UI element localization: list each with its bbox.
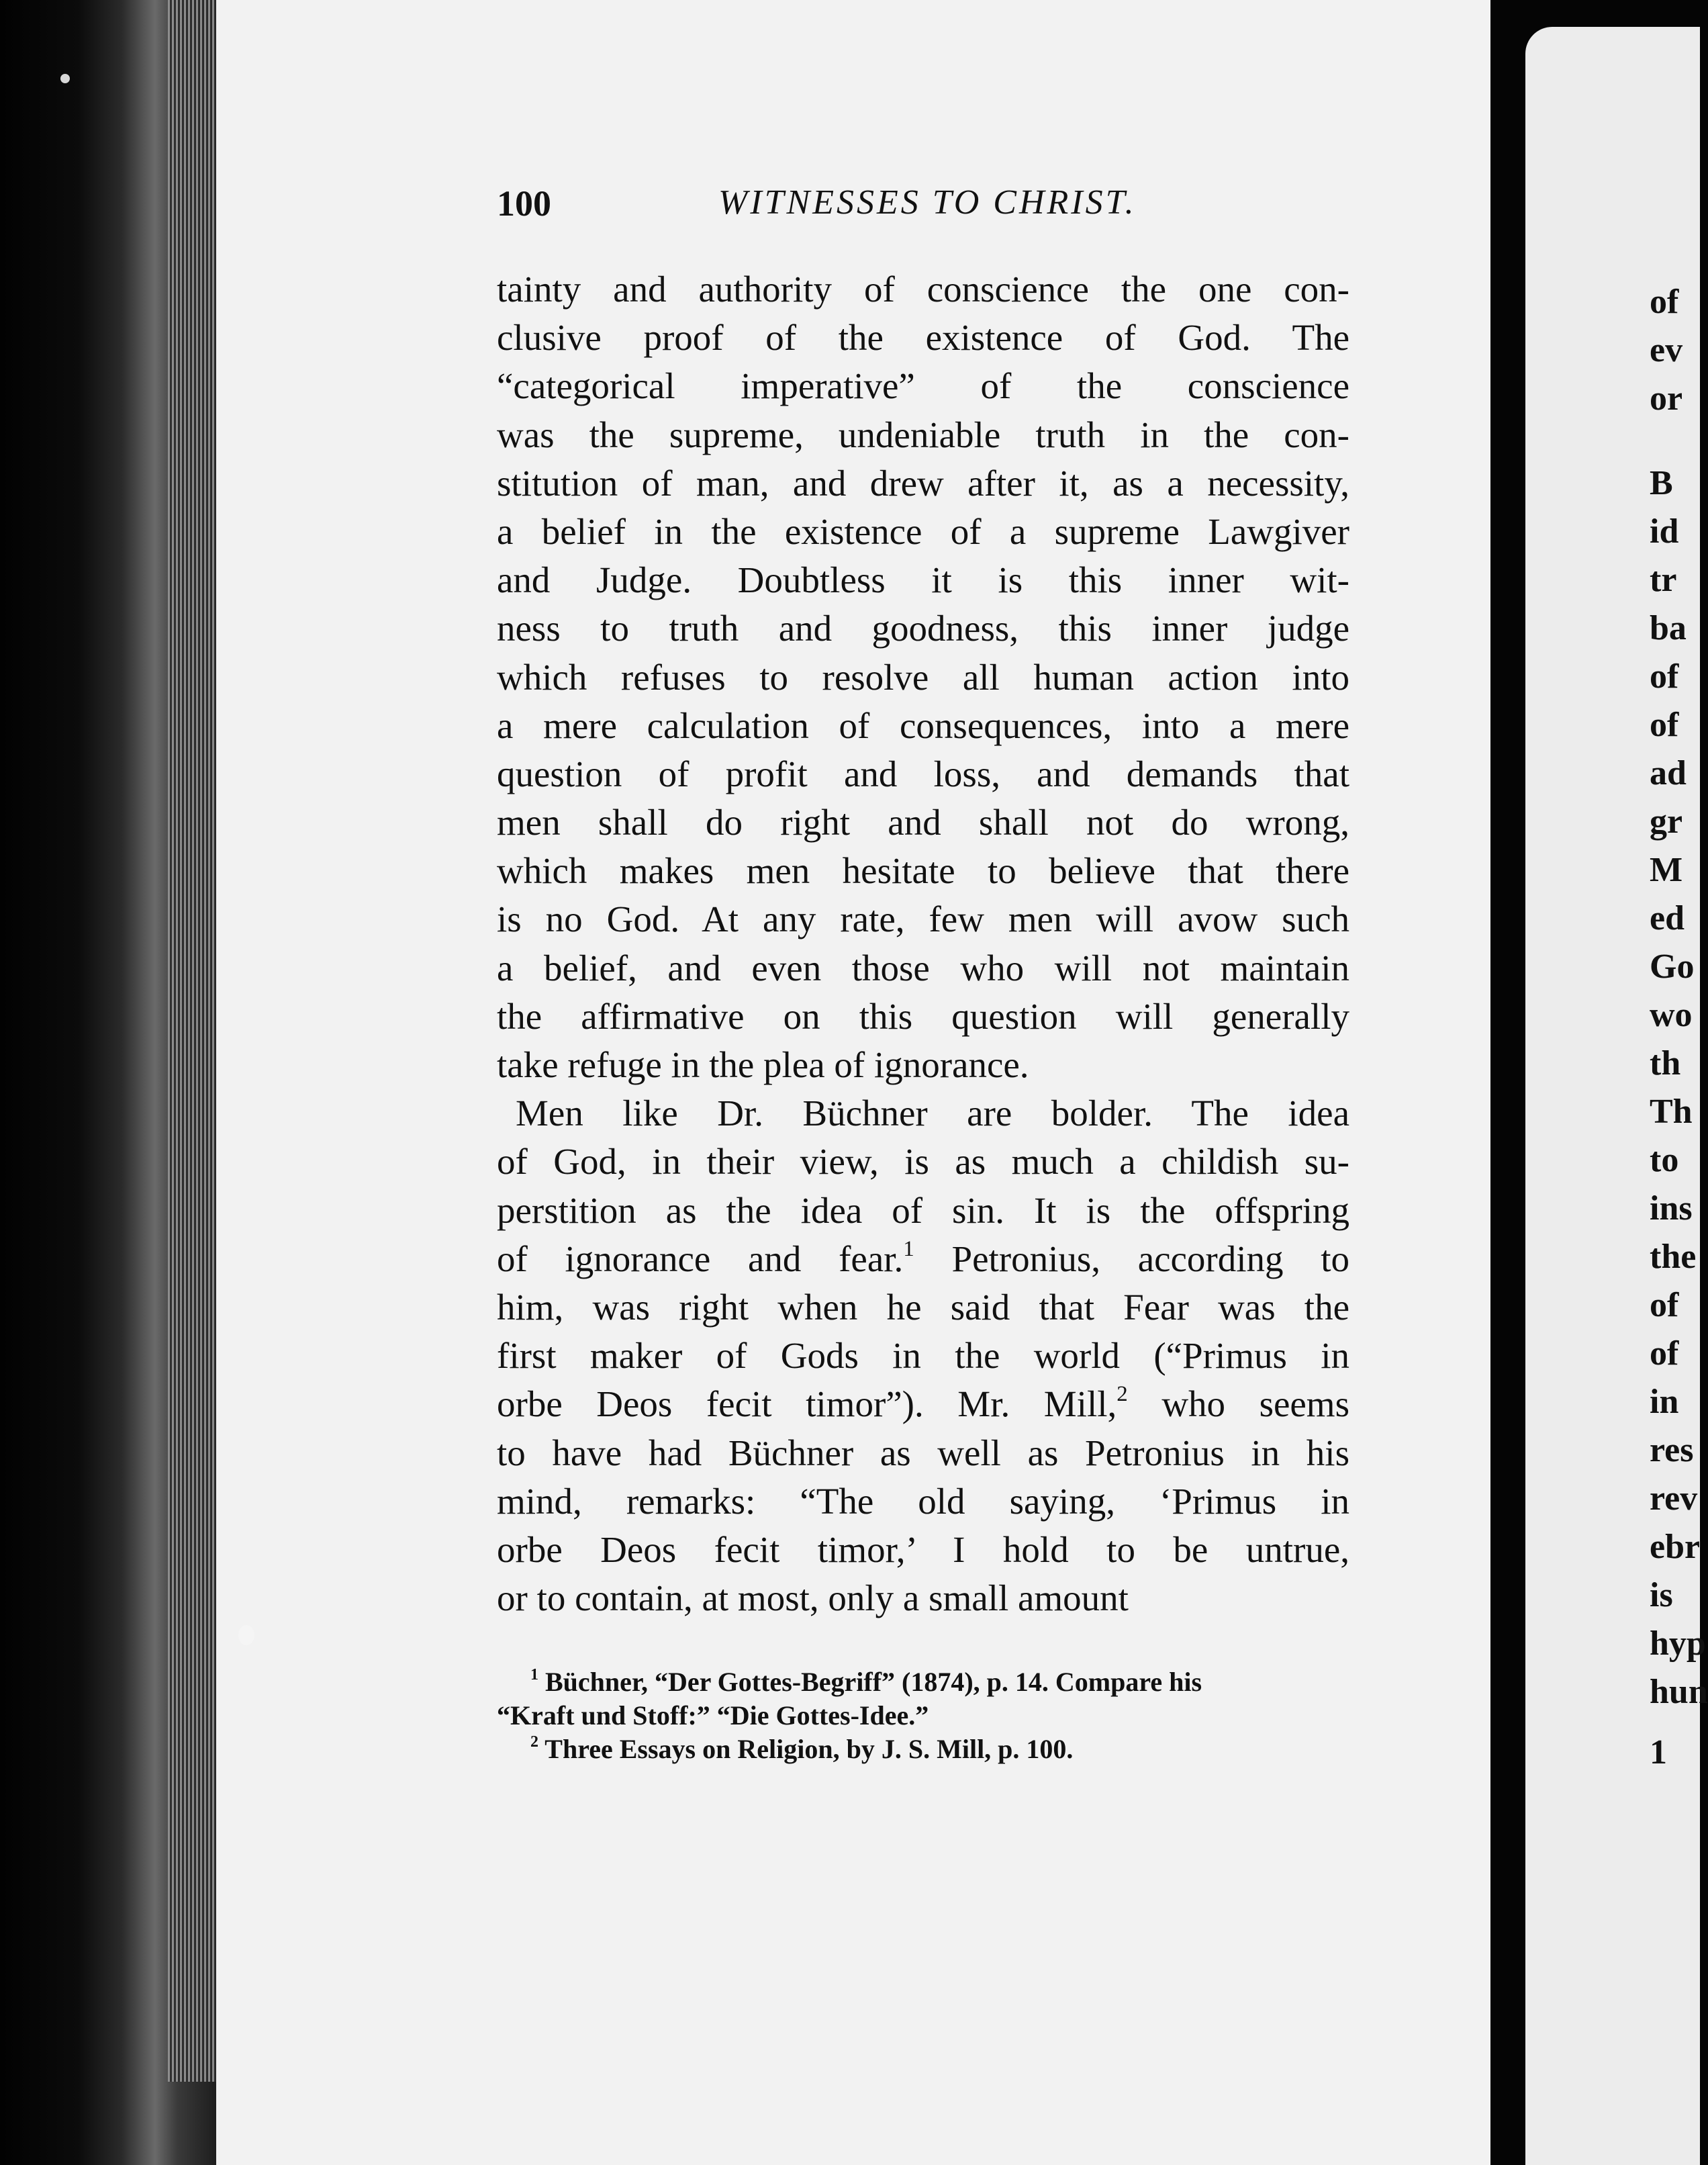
facing-page-fragment: ins — [1650, 1189, 1693, 1228]
footnote — [497, 1699, 1349, 1733]
footnote-text: Büchner, “Der Gottes-Begriff” (1874), p. 14. Compare his — [538, 1667, 1202, 1697]
facing-page-fragment: of — [1650, 1334, 1679, 1373]
line-text: clusive proof of the existence of God. The — [497, 317, 1349, 359]
facing-page-fragment: wo — [1650, 996, 1693, 1034]
text-line — [497, 798, 1349, 847]
line-text: “categorical imperative” of the conscience — [497, 365, 1349, 407]
text-line — [497, 1380, 1349, 1428]
text-line — [497, 653, 1349, 702]
facing-page-fragment: M — [1650, 851, 1683, 889]
facing-page-fragment: th — [1650, 1044, 1681, 1082]
line-text: tainty and authority of conscience the one con- — [497, 269, 1349, 310]
footnote-text: “Kraft und Stoff:” “Die Gottes-Idee.” — [497, 1700, 929, 1731]
line-text: Men like Dr. Büchner are bolder. The idea — [516, 1093, 1349, 1134]
line-text: ness to truth and goodness, this inner judge — [497, 608, 1349, 649]
facing-page-fragment: Go — [1650, 948, 1695, 986]
facing-page-fragment: ba — [1650, 609, 1687, 647]
line-text: a belief, and even those who will not maintain — [497, 947, 1349, 988]
text-line — [497, 1187, 1349, 1235]
line-text: who seems — [1127, 1383, 1349, 1425]
line-text: him, was right when he said that Fear was the — [497, 1286, 1349, 1328]
line-text: a belief in the existence of a supreme Lawgiver — [497, 510, 1349, 552]
footnote-reference: 1 — [903, 1236, 914, 1261]
scan-speck — [60, 74, 70, 83]
footnote — [497, 1733, 1349, 1766]
line-text: of God, in their view, is as much a childish su- — [497, 1141, 1349, 1183]
line-text: which refuses to resolve all human action into — [497, 656, 1349, 698]
text-line — [497, 1235, 1349, 1283]
line-text: question of profit and loss, and demands that — [497, 753, 1349, 794]
line-text: of ignorance and fear. — [497, 1238, 904, 1279]
line-text: first maker of Gods in the world (“Primus in — [497, 1335, 1349, 1377]
line-text: perstition as the idea of sin. It is the offspring — [497, 1189, 1349, 1231]
text-line — [497, 750, 1349, 798]
line-text: men shall do right and shall not do wrong, — [497, 802, 1349, 843]
text-line — [497, 1138, 1349, 1186]
facing-page-fragment: in — [1650, 1383, 1679, 1421]
facing-page-fragment: hyp — [1650, 1624, 1706, 1663]
page-number: 100 — [497, 183, 551, 224]
facing-page-fragment: id — [1650, 512, 1679, 551]
facing-page-fragment: 1 — [1650, 1733, 1667, 1771]
line-text: a mere calculation of consequences, into a mere — [497, 704, 1349, 746]
line-text: orbe Deos fecit timor,’ I hold to be untrue, — [497, 1528, 1349, 1570]
footnote-text: Three Essays on Religion, by J. S. Mill, p. 100. — [538, 1734, 1074, 1764]
facing-page-fragment: of — [1650, 657, 1679, 696]
text-line — [497, 362, 1349, 410]
text-line — [497, 411, 1349, 459]
facing-page-fragment: res — [1650, 1431, 1694, 1469]
text-line — [497, 1429, 1349, 1477]
text-line — [497, 604, 1349, 653]
footnote — [497, 1665, 1349, 1699]
facing-page-fragment: ev — [1650, 331, 1683, 369]
body-text — [497, 265, 1349, 1622]
text-line — [497, 1283, 1349, 1332]
line-text: stitution of man, and drew after it, as a necessity, — [497, 462, 1349, 504]
text-line — [497, 459, 1349, 508]
facing-page-fragment: Th — [1650, 1093, 1693, 1131]
facing-page-fragment: of — [1650, 1286, 1679, 1324]
facing-page-fragment: hun — [1650, 1673, 1708, 1711]
text-line — [497, 314, 1349, 362]
text-line — [497, 556, 1349, 604]
facing-page-fragment: ebr — [1650, 1528, 1701, 1566]
text-line — [497, 1332, 1349, 1380]
text-line — [497, 265, 1349, 314]
line-text: orbe Deos fecit timor”). Mr. Mill, — [497, 1383, 1117, 1425]
text-line — [497, 847, 1349, 895]
facing-page-fragment: tr — [1650, 561, 1677, 599]
facing-page-fragment: the — [1650, 1238, 1697, 1276]
line-text: mind, remarks: “The old saying, ‘Primus in — [497, 1480, 1349, 1522]
line-text: Petronius, according to — [914, 1238, 1349, 1279]
line-text: is no God. At any rate, few men will avow such — [497, 899, 1349, 940]
line-text: the affirmative on this question will generally — [497, 995, 1349, 1037]
facing-page-fragment: to — [1650, 1141, 1679, 1179]
text-line — [497, 1574, 1349, 1622]
footnotes — [497, 1665, 1349, 1766]
facing-page-fragment: ed — [1650, 899, 1685, 937]
line-text: take refuge in the plea of ignorance. — [497, 1044, 1029, 1085]
text-line — [497, 508, 1349, 556]
facing-page-fragment: gr — [1650, 802, 1683, 841]
footnote-mark: 1 — [530, 1666, 538, 1684]
line-text: to have had Büchner as well as Petronius in his — [497, 1432, 1349, 1473]
facing-page-fragment: or — [1650, 379, 1683, 418]
line-text: and Judge. Doubtless it is this inner wit- — [497, 559, 1349, 601]
text-line — [497, 1477, 1349, 1526]
text-line — [497, 944, 1349, 993]
text-line — [497, 1526, 1349, 1574]
line-text: which makes men hesitate to believe that there — [497, 850, 1349, 892]
line-text: was the supreme, undeniable truth in the con- — [497, 414, 1349, 455]
text-line — [497, 993, 1349, 1041]
page-edges — [168, 0, 222, 2082]
running-header — [497, 183, 1356, 230]
scan-speck — [238, 1625, 254, 1645]
text-line — [497, 702, 1349, 750]
facing-page-fragment: of — [1650, 706, 1679, 744]
text-line — [497, 1041, 1349, 1089]
facing-page-fragment: ad — [1650, 754, 1687, 792]
facing-page — [1525, 27, 1708, 2165]
facing-page-fragment: B — [1650, 464, 1673, 502]
text-line — [497, 895, 1349, 943]
facing-page-fragment: rev — [1650, 1479, 1698, 1518]
footnote-reference: 2 — [1117, 1382, 1128, 1407]
facing-page-fragment: of — [1650, 283, 1679, 321]
line-text: or to contain, at most, only a small amount — [497, 1577, 1129, 1619]
facing-page-fragment: is — [1650, 1576, 1673, 1614]
footnote-mark: 2 — [530, 1733, 538, 1751]
text-line — [497, 1089, 1349, 1138]
running-title: WITNESSES TO CHRIST. — [718, 183, 1137, 222]
